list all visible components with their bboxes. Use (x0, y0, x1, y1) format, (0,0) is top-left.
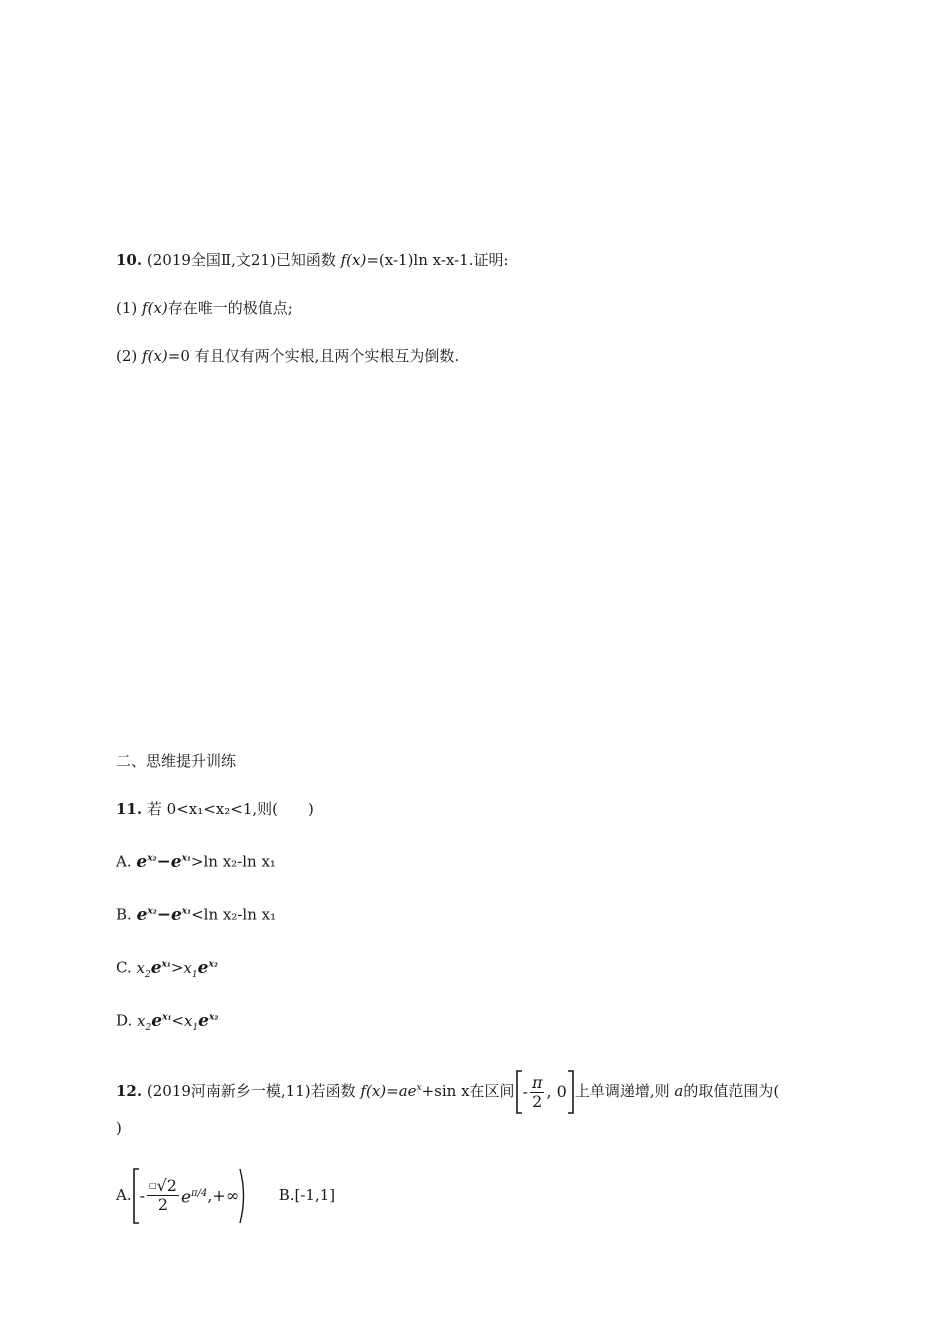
q11-option-d-label: D. (116, 1011, 133, 1030)
q11-number: 11. (116, 800, 143, 818)
left-bracket-icon (515, 1070, 523, 1114)
q12-close-paren: ) (116, 1119, 122, 1137)
q12-stem-b: +sin x在区间 (421, 1082, 515, 1100)
q11-stem (116, 799, 314, 819)
q12-option-a-den: 2 (157, 1195, 169, 1215)
q11-option-b-expr: $e^{x_2}-e^{x_1}$ (136, 904, 192, 925)
right-paren-icon (239, 1168, 247, 1224)
q10-part2-label: (2) (116, 347, 138, 365)
q11-option-a-tail: >ln x₂-ln x₁ (190, 852, 276, 871)
q12-stem-d: 的取值范围为( (683, 1082, 780, 1100)
q10-source: (2019全国Ⅱ,文21) (146, 251, 276, 269)
q10-stem (116, 250, 509, 270)
q11-option-b-tail: <ln x₂-ln x₁ (191, 905, 277, 924)
q12-interval: - $\frac{\pi}{2}$ , 0 (515, 1068, 575, 1116)
q10-part2-func: f(x) (142, 347, 168, 365)
q12-interval-fraction (530, 1074, 545, 1111)
q10-part1-text: 存在唯一的极值点; (167, 299, 293, 317)
q12-option-b-label: B. (278, 1185, 295, 1204)
q12-stem-a: 若函数 (310, 1082, 356, 1100)
q10-part1-label: (1) (116, 299, 138, 317)
q12-options (116, 1164, 335, 1228)
q10-number: 10. (116, 251, 143, 269)
q10-equation: =(x-1)ln x-x-1. (366, 251, 474, 269)
q10-part2 (116, 346, 459, 366)
q12-stem: 12. (2019河南新乡一模,11)若函数 $f(x)=ae^x+\sin$ x在区间 - $\frac{\pi}{2}$ , 0 上单调递增,则 a的取值范围为( (116, 1064, 779, 1116)
q11-option-c: C. $x_2e^{x_1}>x_1e^{x_2}$ (116, 957, 218, 980)
q11-option-c-expr: $x_2$ (136, 958, 151, 980)
q12-interval-den: 2 (532, 1091, 543, 1111)
q12-func: f(x)=ae (360, 1082, 417, 1100)
q10-part1 (116, 298, 293, 318)
q11-option-d: D. $x_2e^{x_1}<x_1e^{x_2}$ (116, 1010, 219, 1033)
q12-number: 12. (116, 1082, 143, 1100)
q10-prove: 证明: (473, 251, 509, 269)
q11-option-a-expr: $e^{x_2}-e^{x_1}$ (136, 851, 191, 872)
q12-option-a-tail: ,+∞ (207, 1185, 240, 1205)
q12-option-a: - $\frac{^□√2}{2}$ $e^{\pi/4}$ ,+∞ (132, 1164, 248, 1228)
q11-option-a (116, 848, 276, 872)
q10-stem-text: 已知函数 (275, 251, 336, 269)
q11-option-b-label: B. (116, 905, 132, 924)
q12-option-b-text: [-1,1] (294, 1185, 336, 1204)
right-bracket-icon (567, 1070, 575, 1114)
left-bracket-icon (132, 1168, 140, 1224)
q12-stem-c: 上单调递增,则 (574, 1082, 670, 1100)
q10-part1-func: f(x) (142, 299, 168, 317)
q12-option-a-fraction (147, 1177, 179, 1214)
q11-option-c-label: C. (116, 958, 132, 977)
q11-stem-text: 若 0<x₁<x₂<1,则( ) (146, 800, 314, 818)
q12-option-a-num: □√2 (149, 1176, 177, 1196)
section-heading: 二、思维提升训练 (116, 752, 237, 770)
q12-var-a: a (674, 1082, 684, 1100)
q10-part2-text: =0 有且仅有两个实根,且两个实根互为倒数. (167, 347, 460, 365)
q11-option-a-label: A. (116, 852, 132, 871)
q12-source: (2019河南新乡一模,11) (146, 1082, 311, 1100)
q11-option-d-expr: $x_2$ (137, 1011, 152, 1033)
q12-option-a-exp: $e^{\pi/4}$ (180, 1187, 208, 1208)
q10-func: f(x) (340, 251, 367, 269)
q12-interval-num: π (531, 1072, 543, 1092)
q11-option-b (116, 901, 276, 925)
q12-option-a-label: A. (116, 1185, 132, 1204)
